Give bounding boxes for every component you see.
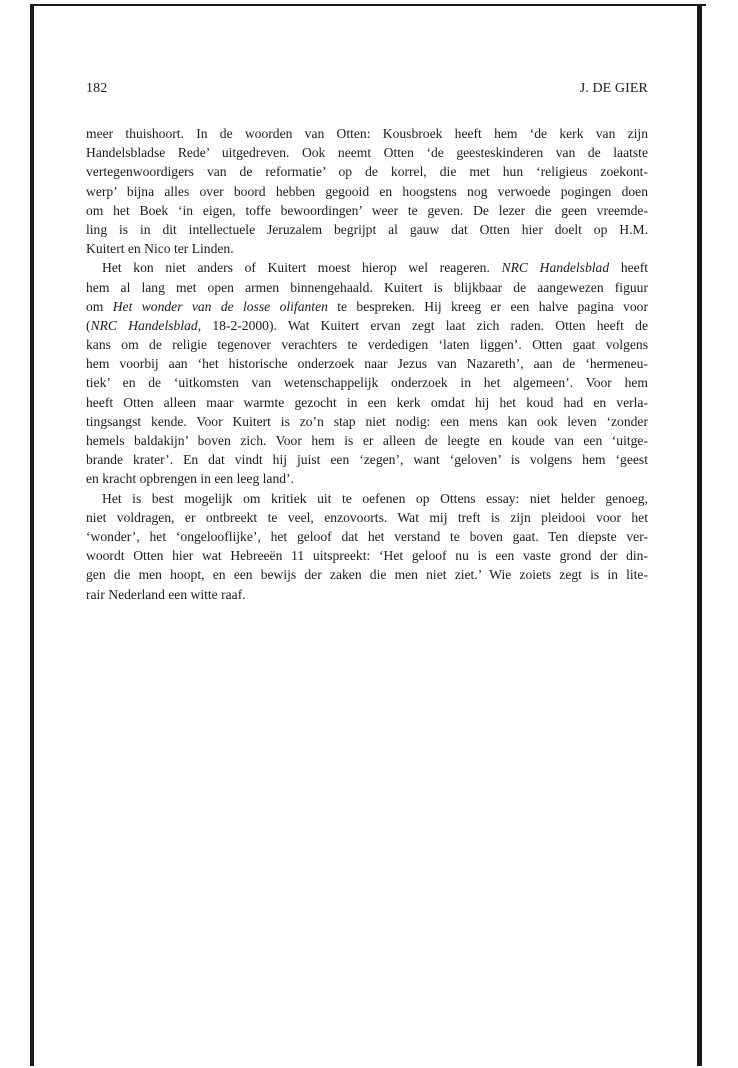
page-border-top [30,4,706,6]
text-line [86,220,648,239]
text-segment: hem voorbij aan ‘het historische onderzoek naar Jezus van Nazareth’, aan de ‘hermeneu- [86,356,648,372]
page-number: 182 [86,81,108,96]
text-line [86,258,648,277]
text-line [86,546,648,565]
text-line [86,412,648,431]
text-segment: heeft [609,260,649,276]
text-line [86,335,648,354]
text-line [86,316,648,335]
text-line [86,585,648,604]
text-segment: heeft Otten alleen maar warmte gezocht in een kerk omdat hij het koud had en verla- [86,394,648,410]
text-segment: , 18-2-2000). Wat Kuitert ervan zegt laat zich raden. Otten heeft de [197,317,648,333]
page-header [86,80,648,98]
paragraph [86,124,648,258]
page-border-right [697,4,702,1066]
text-line [86,278,648,297]
text-line [86,469,648,488]
text-line [86,297,648,316]
paragraph [86,489,648,604]
text-segment: brande krater’. En dat vindt hij juist een ‘zegen’, want ‘geloven’ is volgens hem ‘geest [86,452,648,468]
text-segment: om het Boek ‘in eigen, toffe bewoordingen’ weer te geven. De lezer die geen vreemde- [86,202,648,218]
text-segment: tingsangst kende. Voor Kuitert is zo’n stap niet nodig: een mens kan ook leven ‘zonder [86,413,648,429]
italic-title: NRC Handelsblad [90,317,198,333]
text-line [86,162,648,181]
text-segment: te bespreken. Hij kreeg er een halve pagina voor [327,298,648,314]
text-line [86,373,648,392]
text-line [86,201,648,220]
text-segment: hem al lang met open armen binnengehaald. Kuitert is blijkbaar de aangewezen figuur [86,279,648,295]
text-segment: meer thuishoort. In de woorden van Otten: Kousbroek heeft hem ‘de kerk van zijn [86,126,648,141]
running-head: J. DE GIER [579,81,648,96]
page-border-left [30,4,34,1066]
text-line [86,508,648,527]
text-segment: Handelsbladse Rede’ uitgedreven. Ook neemt Otten ‘de geesteskinderen van de laatste [86,145,648,161]
italic-title: Het wonder van de losse olifanten [112,298,328,314]
text-line [86,182,648,201]
text-line [86,354,648,373]
italic-title: NRC Handelsblad [501,260,610,276]
text-segment: en kracht opbrengen in een leeg land’. [86,471,294,487]
text-segment: ‘wonder’, het ‘ongelooflijke’, het geloof dat het verstand te boven gaat. Ten diepste ver- [86,528,648,544]
body-text [86,124,648,604]
text-segment: woordt Otten hier wat Hebreeën 11 uitspreekt: ‘Het geloof nu is een vaste grond der din- [86,548,648,564]
text-segment: gen die men hoopt, en een bewijs der zaken die men niet ziet.’ Wie zoiets zegt is in lite- [86,567,648,583]
text-segment: om [86,298,113,314]
text-line [86,450,648,469]
text-segment: vertegenwoordigers van de reformatie’ op de korrel, die met hun ‘religieus zoekont- [86,164,648,180]
text-segment: Kuitert en Nico ter Linden. [86,241,234,257]
paragraph [86,258,648,488]
text-segment: ling is in dit intellectuele Jeruzalem begrijpt al gauw dat Otten hier doelt op H.M. [86,221,648,237]
text-segment: Het kon niet anders of Kuitert moest hierop wel reageren. [102,260,502,276]
text-segment: niet voldragen, er ontbreekt te veel, enzovoorts. Wat mij treft is zijn pleidooi voor het [86,509,648,525]
text-line [86,393,648,412]
text-line [86,124,648,143]
text-segment: ( [86,317,91,333]
text-line [86,239,648,258]
text-line [86,527,648,546]
text-segment: rair Nederland een witte raaf. [86,586,246,602]
text-line [86,489,648,508]
text-segment: werp’ bijna alles over boord hebben gegooid en hoogstens nog verwoede pogingen doen [86,183,648,199]
text-segment: hemels baldakijn’ boven zich. Voor hem is er alleen de leegte en koude van een ‘uitge- [86,433,648,448]
text-segment: Het is best mogelijk om kritiek uit te oefenen op Ottens essay: niet helder genoeg, [102,490,648,506]
text-line [86,565,648,584]
text-segment: tiek’ en de ‘uitkomsten van wetenschappelijk onderzoek in het algemeen’. Voor hem [86,375,648,391]
text-line [86,143,648,162]
text-segment: kans om de religie tegenover verachters te verdedigen ‘laten liggen’. Otten gaat volgens [86,337,648,353]
text-line [86,431,648,450]
